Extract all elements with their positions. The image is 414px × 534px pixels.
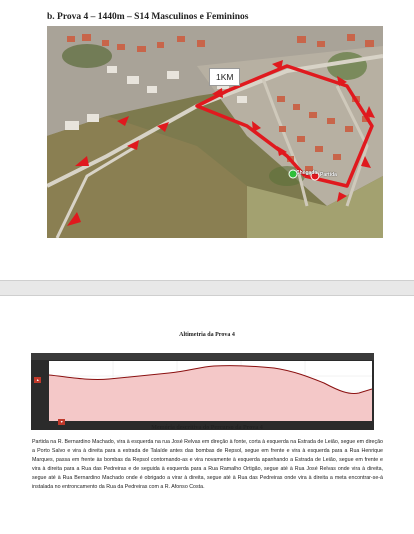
profile-plot (49, 361, 372, 421)
km-marker-label: 1KM (209, 68, 240, 86)
route-map (47, 26, 383, 238)
finish-label: Partida (320, 172, 337, 178)
elevation-profile (31, 353, 374, 430)
altimetry-title: Altimetria da Prova 4 (179, 332, 235, 338)
profile-toolbar (31, 353, 374, 360)
start-label: Chegada (296, 170, 318, 176)
profile-chart (49, 361, 372, 421)
aerial-image (47, 26, 383, 238)
elevation-badge-icon: ▲ (36, 378, 40, 382)
description-body: Partida na R. Bernardino Machado, vira à esquerda na rua José Relvas em direção à fonte, corta à esquerda na Estrada de Leião, segue em direção a Porto Salvo e vira à direita para a estrada de Talaíde antes das bombas de Repsol, segue em frente e vira à esquerda para a Rua Henrique Marques, passa em frente às bombas da Repsol contornando-as e vira novamente à esquerda apanhando a Estrada de Leião, segue em frente e vira à direita para a Rua das Pedreiras e de seguida à esquerda para a Rua Ramalho Ortigão, segue até à Rua José Relvas onde vira à direita, segue até à Rua Bernardino Machado onde é obrigado a virar à direita, segue até à Rua das Pedreiras onde vira à direita a meta encontrar-se-á instalada no entroncamento da Rua da Pedreiras com a R. Afonso Costa. (32, 439, 383, 490)
document-page-lower (0, 296, 414, 534)
description-title: Memória descritiva do Percurso da Prova 4 (151, 425, 263, 431)
page-separator (0, 280, 414, 296)
profile-area (49, 366, 372, 421)
section-heading: b. Prova 4 – 1440m – S14 Masculinos e Femininos (47, 12, 249, 22)
distance-marker-icon: ▼ (60, 420, 64, 424)
